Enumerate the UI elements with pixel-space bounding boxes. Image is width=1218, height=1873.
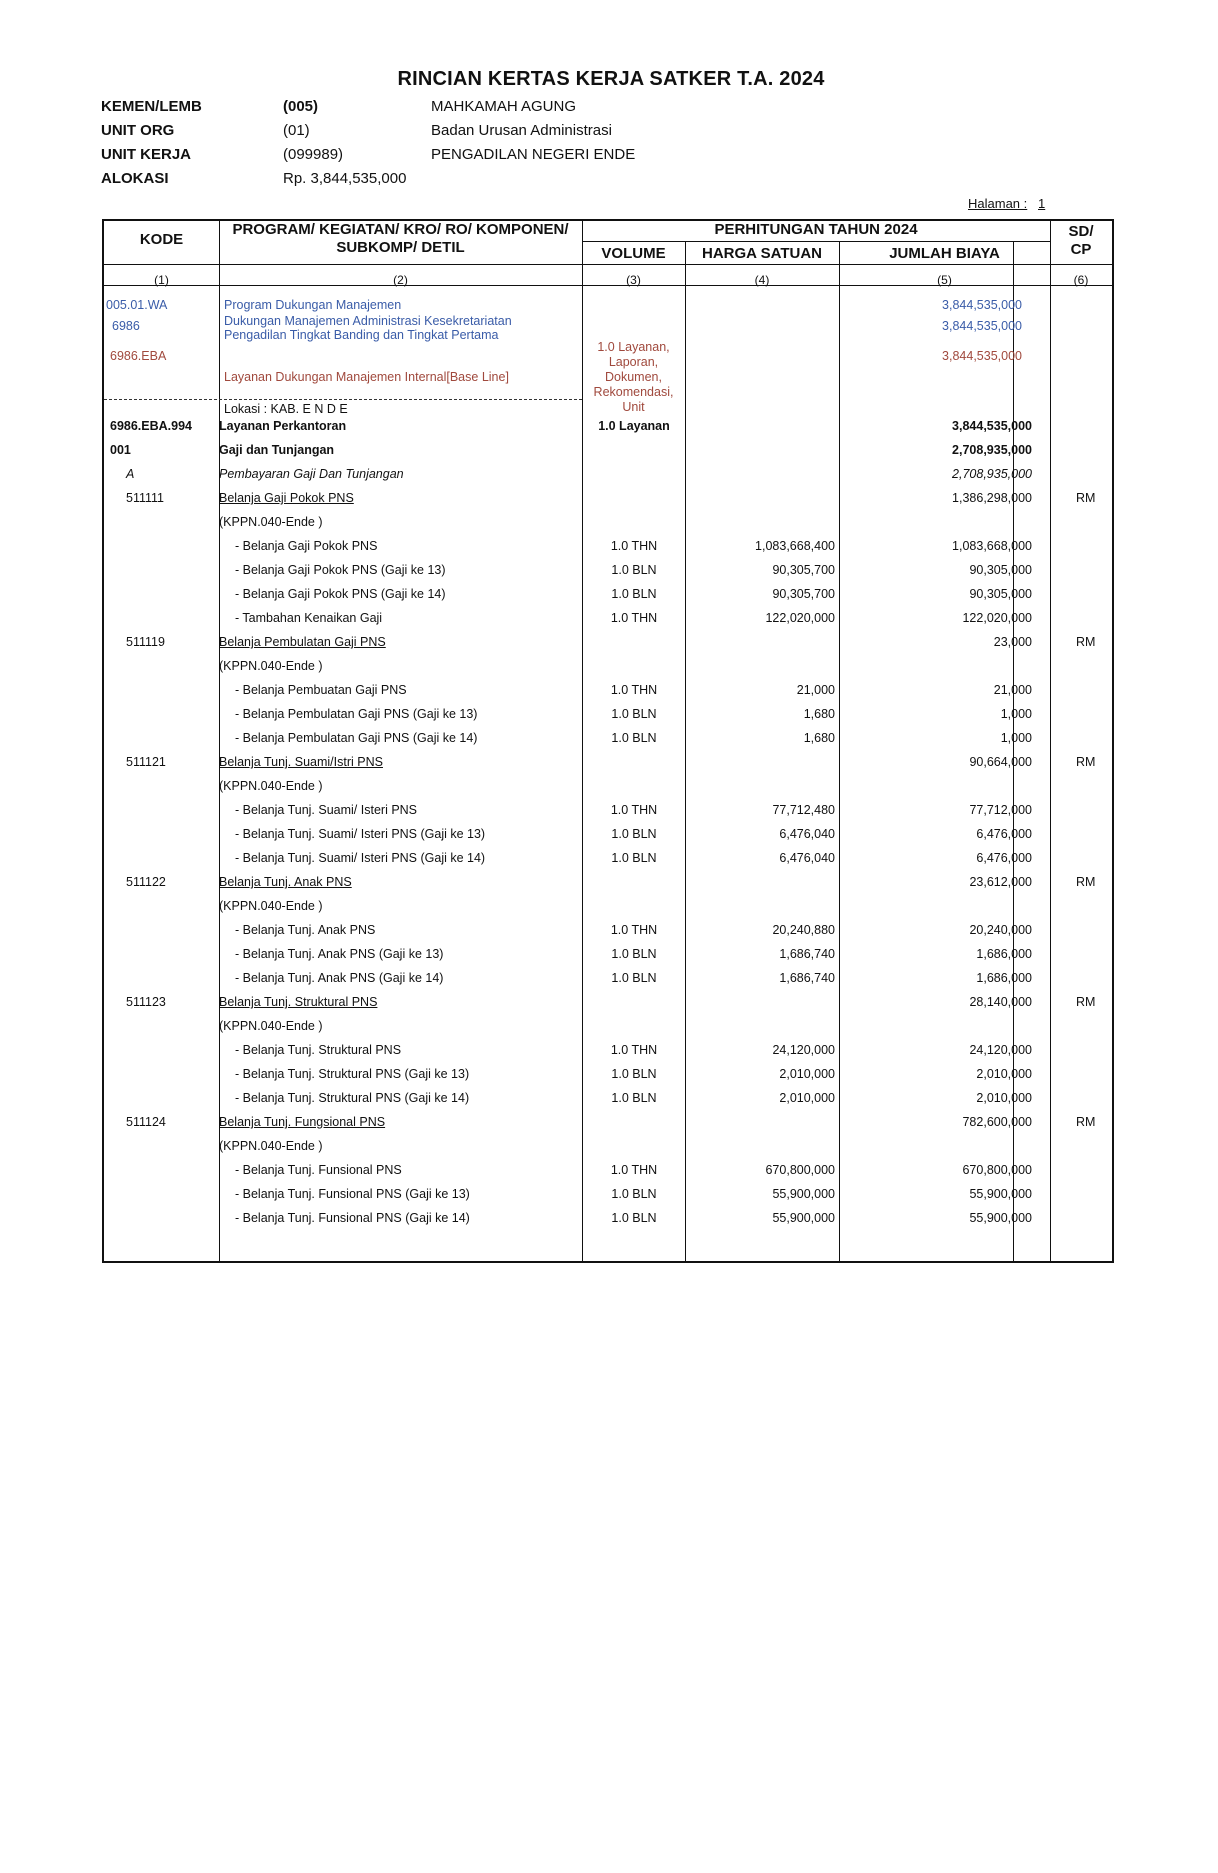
row-kode: 511111 xyxy=(126,491,165,505)
table-row xyxy=(104,823,1112,847)
row-harga-satuan: 6,476,040 xyxy=(779,851,835,865)
row-uraian: Belanja Tunj. Struktural PNS xyxy=(219,995,378,1009)
row-uraian: (KPPN.040-Ende ) xyxy=(219,659,323,673)
row-jumlah-biaya: 77,712,000 xyxy=(969,803,1032,817)
meta-name: PENGADILAN NEGERI ENDE xyxy=(431,146,636,163)
row-sumber-dana: RM xyxy=(1076,755,1096,769)
row-sumber-dana: RM xyxy=(1076,995,1096,1009)
row-volume: 1.0 BLN xyxy=(611,587,657,601)
row-uraian: (KPPN.040-Ende ) xyxy=(219,1019,323,1033)
row-jumlah-biaya: 90,305,000 xyxy=(969,587,1032,601)
row-jumlah-biaya: 90,305,000 xyxy=(969,563,1032,577)
row-harga-satuan: 55,900,000 xyxy=(772,1211,835,1225)
row-uraian: - Belanja Gaji Pokok PNS xyxy=(235,539,378,553)
row-uraian: - Belanja Tunj. Struktural PNS (Gaji ke 13) xyxy=(235,1067,470,1081)
row-kode: 511122 xyxy=(126,875,166,889)
row-uraian: Belanja Gaji Pokok PNS xyxy=(219,491,354,505)
table-row xyxy=(104,1015,1112,1039)
kro-jumlah: 3,844,535,000 xyxy=(942,349,1022,363)
row-uraian: - Belanja Tunj. Funsional PNS (Gaji ke 13) xyxy=(235,1187,470,1201)
row-jumlah-biaya: 23,612,000 xyxy=(969,875,1032,889)
kro-volume-line: Dokumen, xyxy=(605,370,662,384)
header-divider xyxy=(104,264,1112,265)
row-volume: 1.0 THN xyxy=(610,1043,658,1057)
row-harga-satuan: 90,305,700 xyxy=(772,563,835,577)
row-volume: 1.0 THN xyxy=(610,611,658,625)
kegiatan-kode: 6986 xyxy=(112,319,140,333)
row-uraian: (KPPN.040-Ende ) xyxy=(219,1139,323,1153)
header-uraian-2: SUBKOMP/ DETIL xyxy=(336,239,465,256)
table-row xyxy=(104,871,1112,895)
row-jumlah-biaya: 1,386,298,000 xyxy=(952,491,1032,505)
kro-volume-line: Laporan, xyxy=(608,355,659,369)
row-volume: 1.0 BLN xyxy=(611,707,657,721)
row-jumlah-biaya: 20,240,000 xyxy=(969,923,1032,937)
row-uraian: - Belanja Tunj. Suami/ Isteri PNS xyxy=(235,803,418,817)
meta-label: UNIT ORG xyxy=(101,122,175,139)
row-uraian: (KPPN.040-Ende ) xyxy=(219,899,323,913)
column-number: (6) xyxy=(1073,273,1089,287)
row-jumlah-biaya: 90,664,000 xyxy=(969,755,1032,769)
document-title: RINCIAN KERTAS KERJA SATKER T.A. 2024 xyxy=(397,68,825,90)
row-volume: 1.0 THN xyxy=(610,923,658,937)
kegiatan-uraian-2: Pengadilan Tingkat Banding dan Tingkat Pertama xyxy=(224,328,499,342)
meta-code: (005) xyxy=(283,98,319,115)
row-uraian: Belanja Pembulatan Gaji PNS xyxy=(219,635,386,649)
program-kode: 005.01.WA xyxy=(106,298,168,312)
row-jumlah-biaya: 1,686,000 xyxy=(976,947,1032,961)
table-row xyxy=(104,415,1112,439)
column-number: (3) xyxy=(626,273,641,287)
row-kode: 511123 xyxy=(126,995,166,1009)
row-uraian: Belanja Tunj. Anak PNS xyxy=(219,875,352,889)
row-uraian: - Belanja Tunj. Anak PNS (Gaji ke 13) xyxy=(235,947,444,961)
row-harga-satuan: 1,686,740 xyxy=(779,947,835,961)
row-jumlah-biaya: 6,476,000 xyxy=(976,851,1032,865)
table-row xyxy=(104,463,1112,487)
row-uraian: Belanja Tunj. Fungsional PNS xyxy=(219,1115,386,1129)
table-row xyxy=(104,895,1112,919)
table-row xyxy=(104,847,1112,871)
column-number: (1) xyxy=(154,273,169,287)
kro-volume-line: Rekomendasi, xyxy=(593,385,674,399)
row-jumlah-biaya: 3,844,535,000 xyxy=(952,419,1032,433)
row-uraian: (KPPN.040-Ende ) xyxy=(219,779,323,793)
table-row xyxy=(104,727,1112,751)
row-uraian: - Belanja Gaji Pokok PNS (Gaji ke 14) xyxy=(235,587,446,601)
row-volume: 1.0 BLN xyxy=(611,563,657,577)
header-uraian-1: PROGRAM/ KEGIATAN/ KRO/ RO/ KOMPONEN/ xyxy=(232,221,569,238)
row-kode: 511119 xyxy=(126,635,165,649)
row-harga-satuan: 2,010,000 xyxy=(779,1091,835,1105)
row-uraian: (KPPN.040-Ende ) xyxy=(219,515,323,529)
table-row xyxy=(104,655,1112,679)
row-kode: 511121 xyxy=(126,755,166,769)
table-row xyxy=(104,511,1112,535)
row-kode: 511124 xyxy=(126,1115,166,1129)
kegiatan-uraian-1: Dukungan Manajemen Administrasi Kesekretariatan xyxy=(224,314,512,328)
row-jumlah-biaya: 23,000 xyxy=(993,635,1032,649)
row-sumber-dana: RM xyxy=(1076,635,1096,649)
table-row xyxy=(104,679,1112,703)
row-kode: 001 xyxy=(110,443,131,457)
row-harga-satuan: 24,120,000 xyxy=(772,1043,835,1057)
program-uraian: Program Dukungan Manajemen xyxy=(224,298,402,312)
row-jumlah-biaya: 782,600,000 xyxy=(962,1115,1032,1129)
row-jumlah-biaya: 670,800,000 xyxy=(962,1163,1032,1177)
row-jumlah-biaya: 1,000 xyxy=(1000,731,1032,745)
meta-label: KEMEN/LEMB xyxy=(101,98,202,115)
table-row xyxy=(104,1183,1112,1207)
row-uraian: Layanan Perkantoran xyxy=(219,419,347,433)
header-perhitungan: PERHITUNGAN TAHUN 2024 xyxy=(714,221,918,238)
row-jumlah-biaya: 1,686,000 xyxy=(976,971,1032,985)
row-jumlah-biaya: 2,708,935,000 xyxy=(952,467,1032,481)
page-label: Halaman : xyxy=(968,196,1028,211)
header-harga-satuan: HARGA SATUAN xyxy=(702,245,822,262)
row-jumlah-biaya: 6,476,000 xyxy=(976,827,1032,841)
header-cp: CP xyxy=(1070,241,1092,258)
row-jumlah-biaya: 2,010,000 xyxy=(976,1091,1032,1105)
row-volume: 1.0 THN xyxy=(610,539,658,553)
row-volume: 1.0 BLN xyxy=(611,1091,657,1105)
row-jumlah-biaya: 122,020,000 xyxy=(962,611,1032,625)
table-row xyxy=(104,487,1112,511)
row-harga-satuan: 670,800,000 xyxy=(765,1163,835,1177)
meta-name: MAHKAMAH AGUNG xyxy=(431,98,577,115)
column-number: (2) xyxy=(393,273,408,287)
header-sd: SD/ xyxy=(1068,223,1094,240)
page-number: 1 xyxy=(1038,196,1046,211)
row-harga-satuan: 21,000 xyxy=(796,683,835,697)
kro-uraian: Layanan Dukungan Manajemen Internal[Base Line] xyxy=(224,370,509,384)
table-row xyxy=(104,439,1112,463)
meta-code: (099989) xyxy=(283,146,344,163)
table-row xyxy=(104,1207,1112,1231)
table-row xyxy=(104,991,1112,1015)
row-uraian: Gaji dan Tunjangan xyxy=(219,443,335,457)
page-indicator xyxy=(968,196,1046,211)
row-uraian: - Belanja Tunj. Suami/ Isteri PNS (Gaji ke 13) xyxy=(235,827,486,841)
table-row xyxy=(104,1159,1112,1183)
kegiatan-jumlah: 3,844,535,000 xyxy=(942,319,1022,333)
row-volume: 1.0 THN xyxy=(610,683,658,697)
meta-label: UNIT KERJA xyxy=(101,146,192,163)
row-harga-satuan: 122,020,000 xyxy=(765,611,835,625)
row-volume: 1.0 BLN xyxy=(611,731,657,745)
row-uraian: - Belanja Gaji Pokok PNS (Gaji ke 13) xyxy=(235,563,446,577)
kro-volume-line: 1.0 Layanan, xyxy=(597,340,670,354)
row-volume: 1.0 BLN xyxy=(611,971,657,985)
meta-name: Badan Urusan Administrasi xyxy=(431,122,612,139)
row-jumlah-biaya: 55,900,000 xyxy=(969,1211,1032,1225)
row-uraian: - Belanja Tunj. Anak PNS (Gaji ke 14) xyxy=(235,971,444,985)
table-row xyxy=(104,607,1112,631)
program-jumlah: 3,844,535,000 xyxy=(942,298,1022,312)
row-volume: 1.0 BLN xyxy=(611,947,657,961)
table-row xyxy=(104,799,1112,823)
row-harga-satuan: 2,010,000 xyxy=(779,1067,835,1081)
row-harga-satuan: 90,305,700 xyxy=(772,587,835,601)
row-harga-satuan: 6,476,040 xyxy=(779,827,835,841)
row-harga-satuan: 1,680 xyxy=(803,731,835,745)
row-uraian: - Belanja Tunj. Funsional PNS (Gaji ke 14) xyxy=(235,1211,470,1225)
row-uraian: - Belanja Pembulatan Gaji PNS (Gaji ke 14) xyxy=(235,731,478,745)
table-row xyxy=(104,703,1112,727)
meta-code: Rp. 3,844,535,000 xyxy=(283,170,407,187)
header-divider xyxy=(582,241,1050,242)
row-harga-satuan: 77,712,480 xyxy=(772,803,835,817)
table-row xyxy=(104,631,1112,655)
row-harga-satuan: 20,240,880 xyxy=(772,923,835,937)
column-number: (4) xyxy=(754,273,770,287)
table-row xyxy=(104,1135,1112,1159)
row-volume: 1.0 BLN xyxy=(611,1067,657,1081)
row-volume: 1.0 THN xyxy=(610,1163,658,1177)
row-uraian: - Belanja Pembuatan Gaji PNS xyxy=(235,683,407,697)
row-uraian: - Tambahan Kenaikan Gaji xyxy=(235,611,383,625)
row-volume: 1.0 Layanan xyxy=(598,419,670,433)
column-number: (5) xyxy=(937,273,952,287)
meta-label: ALOKASI xyxy=(101,170,169,187)
row-harga-satuan: 1,686,740 xyxy=(779,971,835,985)
lokasi-dashed-divider xyxy=(104,399,582,400)
row-volume: 1.0 BLN xyxy=(611,1211,657,1225)
table-row xyxy=(104,943,1112,967)
row-sumber-dana: RM xyxy=(1076,875,1096,889)
row-uraian: - Belanja Tunj. Suami/ Isteri PNS (Gaji ke 14) xyxy=(235,851,486,865)
row-jumlah-biaya: 2,708,935,000 xyxy=(952,443,1032,457)
row-jumlah-biaya: 55,900,000 xyxy=(969,1187,1032,1201)
row-sumber-dana: RM xyxy=(1076,491,1096,505)
kro-volume-line: Unit xyxy=(622,400,645,414)
table-row xyxy=(104,751,1112,775)
row-volume: 1.0 BLN xyxy=(611,827,657,841)
row-kode: 6986.EBA.994 xyxy=(110,419,193,433)
row-uraian: - Belanja Pembulatan Gaji PNS (Gaji ke 13) xyxy=(235,707,478,721)
table-row xyxy=(104,559,1112,583)
budget-rows xyxy=(104,415,1112,1231)
header-jumlah-biaya: JUMLAH BIAYA xyxy=(889,245,1000,262)
row-uraian: - Belanja Tunj. Struktural PNS xyxy=(235,1043,402,1057)
table-row xyxy=(104,1063,1112,1087)
row-kode: A xyxy=(126,467,135,481)
table-row xyxy=(104,919,1112,943)
table-row xyxy=(104,967,1112,991)
row-jumlah-biaya: 1,000 xyxy=(1000,707,1032,721)
table-row xyxy=(104,1039,1112,1063)
row-volume: 1.0 BLN xyxy=(611,851,657,865)
row-sumber-dana: RM xyxy=(1076,1115,1096,1129)
kro-kode: 6986.EBA xyxy=(110,349,167,363)
row-jumlah-biaya: 2,010,000 xyxy=(976,1067,1032,1081)
row-uraian: Belanja Tunj. Suami/Istri PNS xyxy=(219,755,383,769)
table-row xyxy=(104,583,1112,607)
table-row xyxy=(104,775,1112,799)
row-uraian: - Belanja Tunj. Funsional PNS xyxy=(235,1163,402,1177)
row-uraian: - Belanja Tunj. Anak PNS xyxy=(235,923,376,937)
row-harga-satuan: 1,680 xyxy=(803,707,835,721)
budget-table xyxy=(102,219,1114,1263)
meta-code: (01) xyxy=(283,122,310,139)
row-harga-satuan: 55,900,000 xyxy=(772,1187,835,1201)
lokasi-label: Lokasi : KAB. E N D E xyxy=(224,402,348,416)
row-uraian: Pembayaran Gaji Dan Tunjangan xyxy=(219,467,404,481)
table-row xyxy=(104,1111,1112,1135)
row-volume: 1.0 BLN xyxy=(611,1187,657,1201)
row-jumlah-biaya: 1,083,668,000 xyxy=(952,539,1032,553)
header-volume: VOLUME xyxy=(601,245,666,262)
kro-volume xyxy=(582,340,685,415)
row-jumlah-biaya: 21,000 xyxy=(993,683,1032,697)
table-row xyxy=(104,1087,1112,1111)
header-kode: KODE xyxy=(139,231,184,248)
row-jumlah-biaya: 24,120,000 xyxy=(969,1043,1032,1057)
program-block xyxy=(104,294,1112,414)
row-uraian: - Belanja Tunj. Struktural PNS (Gaji ke 14) xyxy=(235,1091,470,1105)
row-volume: 1.0 THN xyxy=(610,803,658,817)
row-jumlah-biaya: 28,140,000 xyxy=(969,995,1032,1009)
row-harga-satuan: 1,083,668,400 xyxy=(755,539,835,553)
table-row xyxy=(104,535,1112,559)
